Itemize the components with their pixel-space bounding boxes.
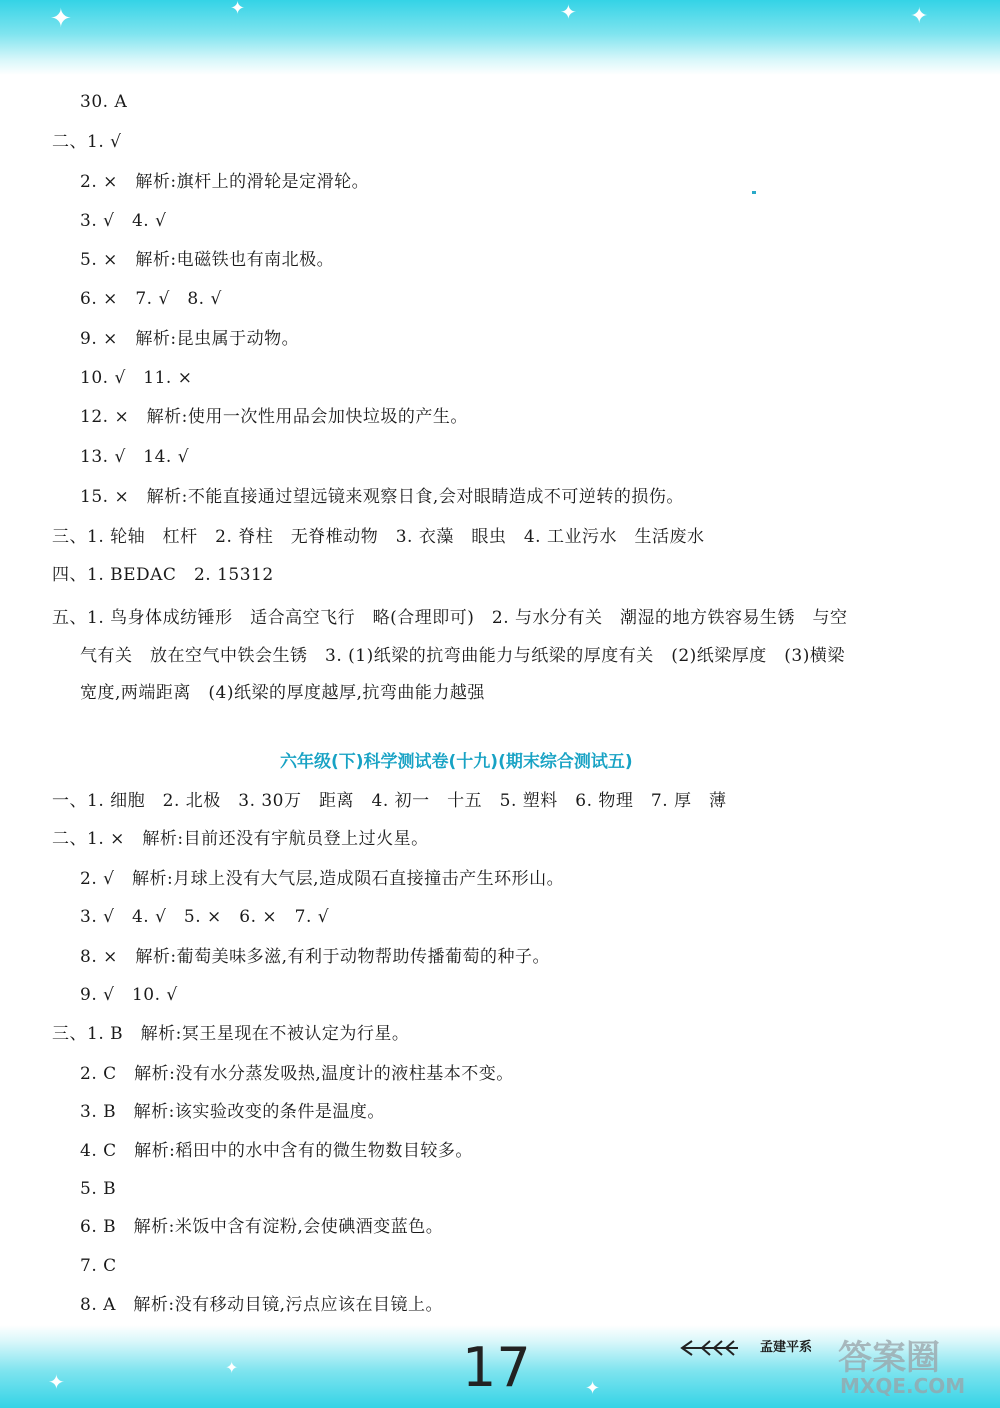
answer-line: 30. A <box>80 92 128 112</box>
answer-line: 二、1. √ <box>52 132 122 152</box>
answer-line: 10. √ 11. × <box>80 368 193 388</box>
page-number: 17 <box>462 1336 531 1399</box>
answer-line: 四、1. BEDAC 2. 15312 <box>52 565 274 585</box>
arrow-icon <box>680 1338 740 1358</box>
sparkle-icon: ✦ <box>230 0 246 19</box>
sparkle-icon: ✦ <box>50 4 72 34</box>
ink-dot <box>752 191 756 194</box>
answer-line: 3. √ 4. √ 5. × 6. × 7. √ <box>80 907 330 927</box>
sparkle-icon: ✦ <box>910 4 929 29</box>
answer-line: 6. B 解析:米饭中含有淀粉,会使碘酒变蓝色。 <box>80 1217 444 1237</box>
answer-line: 三、1. 轮轴 杠杆 2. 脊柱 无脊椎动物 3. 衣藻 眼虫 4. 工业污水 生活废水 <box>52 527 705 547</box>
top-decorative-band <box>0 0 1000 75</box>
answer-line: 3. B 解析:该实验改变的条件是温度。 <box>80 1102 385 1122</box>
answer-line: 5. × 解析:电磁铁也有南北极。 <box>80 250 335 270</box>
answer-line: 一、1. 细胞 2. 北极 3. 30万 距离 4. 初一 十五 5. 塑料 6. 物理 7. 厚 薄 <box>52 791 727 811</box>
answer-line: 5. B <box>80 1179 117 1199</box>
answer-line: 6. × 7. √ 8. √ <box>80 289 222 309</box>
answer-line: 宽度,两端距离 (4)纸梁的厚度越厚,抗弯曲能力越强 <box>80 683 485 703</box>
answer-line: 8. A 解析:没有移动目镜,污点应该在目镜上。 <box>80 1295 444 1315</box>
answer-line: 气有关 放在空气中铁会生锈 3. (1)纸梁的抗弯曲能力与纸梁的厚度有关 (2)纸梁厚度 (3)横梁 <box>80 646 845 666</box>
answer-line: 2. × 解析:旗杆上的滑轮是定滑轮。 <box>80 172 370 192</box>
answer-line: 15. × 解析:不能直接通过望远镜来观察日食,会对眼睛造成不可逆转的损伤。 <box>80 487 684 507</box>
answer-line: 三、1. B 解析:冥王星现在不被认定为行星。 <box>52 1024 410 1044</box>
answer-line: 2. √ 解析:月球上没有大气层,造成陨石直接撞击产生环形山。 <box>80 869 565 889</box>
sparkle-icon: ✦ <box>48 1370 65 1394</box>
answer-line: 12. × 解析:使用一次性用品会加快垃圾的产生。 <box>80 407 468 427</box>
answer-line: 7. C <box>80 1256 117 1276</box>
answer-line: 13. √ 14. √ <box>80 447 190 467</box>
sparkle-icon: ✦ <box>585 1378 601 1399</box>
answer-line: 2. C 解析:没有水分蒸发吸热,温度计的液柱基本不变。 <box>80 1064 514 1084</box>
answer-line: 3. √ 4. √ <box>80 211 167 231</box>
watermark-text: 答案圈 <box>838 1338 940 1378</box>
section-title: 六年级(下)科学测试卷(十九)(期末综合测试五) <box>280 752 633 772</box>
watermark-url: MXQE.COM <box>840 1374 966 1398</box>
answer-line: 二、1. × 解析:目前还没有宇航员登上过火星。 <box>52 829 429 849</box>
sparkle-icon: ✦ <box>560 0 577 24</box>
answer-line: 8. × 解析:葡萄美味多滋,有利于动物帮助传播葡萄的种子。 <box>80 947 550 967</box>
watermark-logo <box>830 1330 995 1400</box>
answer-line: 4. C 解析:稻田中的水中含有的微生物数目较多。 <box>80 1141 473 1161</box>
footer-brand: 孟建平系 <box>760 1340 813 1355</box>
answer-line: 9. √ 10. √ <box>80 985 178 1005</box>
sparkle-icon: ✦ <box>225 1358 239 1377</box>
answer-line: 五、1. 鸟身体成纺锤形 适合高空飞行 略(合理即可) 2. 与水分有关 潮湿的地方铁容易生锈 与空 <box>52 608 848 628</box>
answer-line: 9. × 解析:昆虫属于动物。 <box>80 329 300 349</box>
